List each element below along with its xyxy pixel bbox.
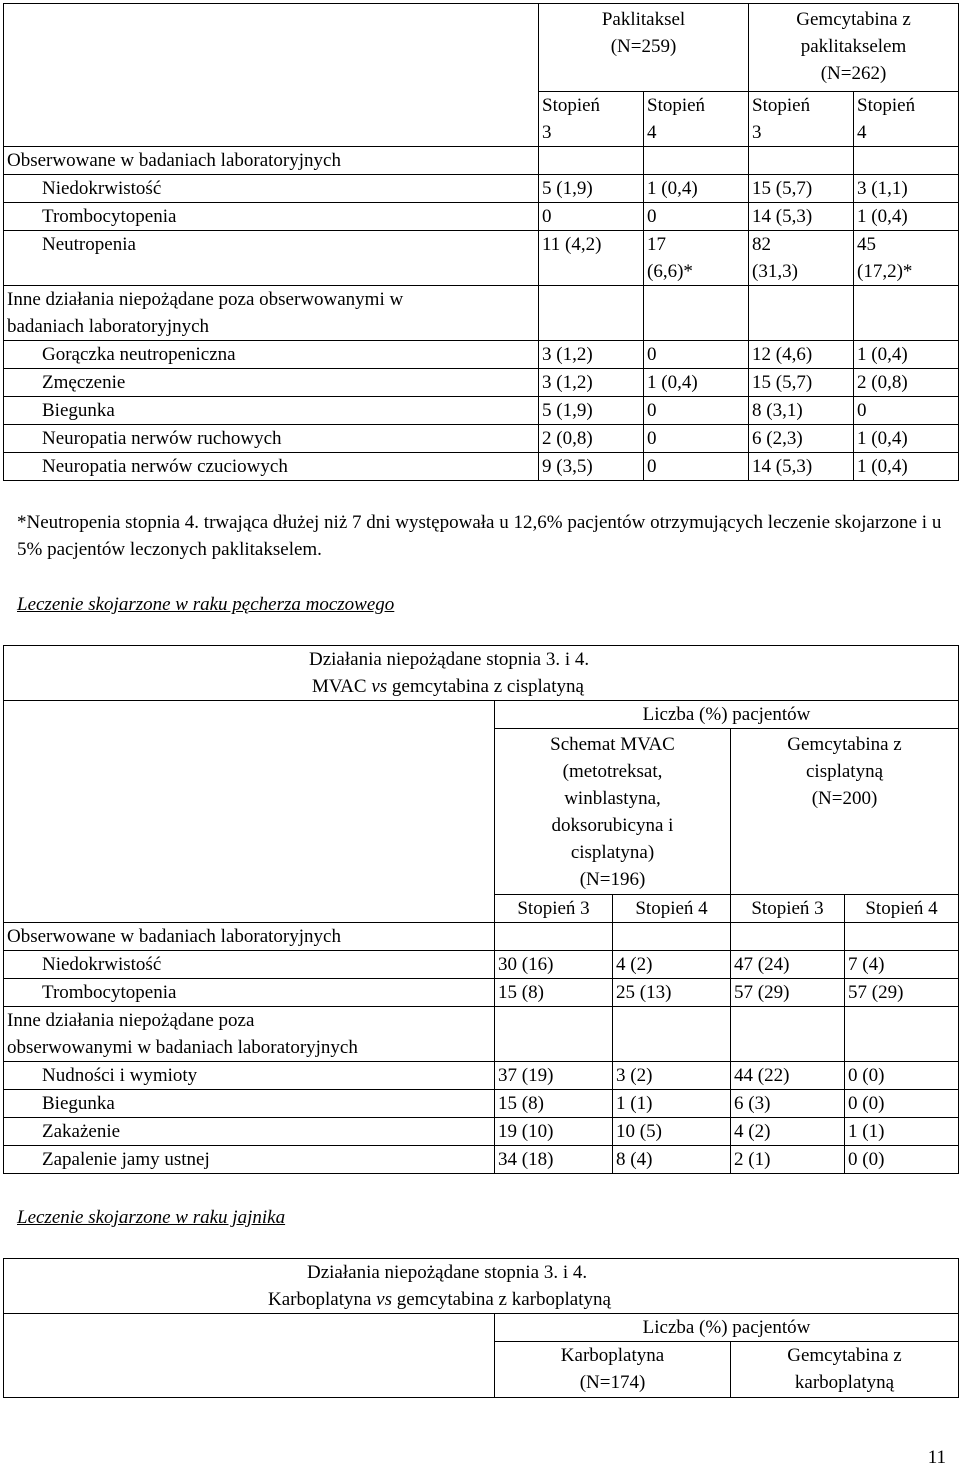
value-cell: 44 (22) <box>731 1062 845 1090</box>
value-cell: 8 (4) <box>613 1146 731 1174</box>
empty-cell <box>613 1007 731 1062</box>
value-cell: 4 (2) <box>613 951 731 979</box>
value-cell: 2 (0,8) <box>539 425 644 453</box>
title-line2 <box>309 673 955 700</box>
value-cell: 15 (5,7) <box>749 369 854 397</box>
row-label: Gorączka neutropeniczna <box>4 341 539 369</box>
empty-cell <box>854 286 959 341</box>
section-heading-ovary: Leczenie skojarzone w raku jajnika <box>17 1207 286 1228</box>
empty-cell <box>495 923 613 951</box>
header-empty-cell <box>4 92 539 147</box>
patients-count-header: Liczba (%) pacjentów <box>495 701 959 729</box>
value-cell: 6 (3) <box>731 1090 845 1118</box>
section-label: Obserwowane w badaniach laboratoryjnych <box>4 147 539 175</box>
empty-cell <box>644 147 749 175</box>
value-cell: 2 (1) <box>731 1146 845 1174</box>
value-cell: 14 (5,3) <box>749 203 854 231</box>
value-cell: 0 <box>644 203 749 231</box>
row-label: Trombocytopenia <box>4 203 539 231</box>
table-title <box>4 1259 959 1314</box>
group-header-paklitaksel: Paklitaksel (N=259) <box>539 4 749 92</box>
row-label: Zakażenie <box>4 1118 495 1146</box>
value-cell: 0 <box>644 341 749 369</box>
value-cell: 12 (4,6) <box>749 341 854 369</box>
table-row <box>4 453 959 481</box>
title-rest: gemcytabina z cisplatyną <box>391 676 584 697</box>
table-row <box>4 951 959 979</box>
value-cell: 1 (0,4) <box>854 425 959 453</box>
section-row <box>4 1007 959 1062</box>
row-label: Biegunka <box>4 397 539 425</box>
footnote: *Neutropenia stopnia 4. trwająca dłużej niż 7 dni występowała u 12,6% pacjentów otrzymujących leczenie skojarzone i u 5% pacjentów leczonych paklitakselem. <box>17 512 942 560</box>
value-cell: 57 (29) <box>845 979 959 1007</box>
value-cell: 6 (2,3) <box>749 425 854 453</box>
title-line2 <box>7 1286 955 1313</box>
table-title <box>4 646 959 701</box>
row-label: Trombocytopenia <box>4 979 495 1007</box>
row-label: Niedokrwistość <box>4 175 539 203</box>
row-label: Nudności i wymioty <box>4 1062 495 1090</box>
section-row <box>4 147 959 175</box>
value-cell: 0 <box>644 397 749 425</box>
group-header-gemcytabina-karboplatyna: Gemcytabina z karboplatyną <box>731 1342 959 1398</box>
value-cell: 1 (0,4) <box>644 175 749 203</box>
group-header-karboplatyna: Karboplatyna (N=174) <box>495 1342 731 1398</box>
title-vs: vs <box>376 1289 392 1310</box>
table-row <box>4 397 959 425</box>
table-row <box>4 1118 959 1146</box>
value-cell: 5 (1,9) <box>539 175 644 203</box>
grade-header: Stopień 4 <box>613 895 731 923</box>
section-label: Obserwowane w badaniach laboratoryjnych <box>4 923 495 951</box>
empty-cell <box>854 147 959 175</box>
value-cell: 19 (10) <box>495 1118 613 1146</box>
empty-cell <box>749 286 854 341</box>
value-cell: 3 (1,2) <box>539 341 644 369</box>
group-header-gemcytabina-paklitaksel: Gemcytabina z paklitakselem (N=262) <box>749 4 959 92</box>
value-cell: 7 (4) <box>845 951 959 979</box>
value-cell: 37 (19) <box>495 1062 613 1090</box>
row-label: Neuropatia nerwów czuciowych <box>4 453 539 481</box>
value-cell: 1 (0,4) <box>854 203 959 231</box>
grade-header: Stopień 3 <box>731 895 845 923</box>
grade-header: Stopień 4 <box>845 895 959 923</box>
row-label: Zapalenie jamy ustnej <box>4 1146 495 1174</box>
header-empty-cell <box>4 1314 495 1342</box>
empty-cell <box>749 147 854 175</box>
value-cell: 25 (13) <box>613 979 731 1007</box>
section-label: Inne działania niepożądane poza obserwowanymi w badaniach laboratoryjnych <box>4 1007 495 1062</box>
value-cell: 0 <box>854 397 959 425</box>
value-cell: 0 (0) <box>845 1146 959 1174</box>
grade-header: Stopień 3 <box>495 895 613 923</box>
table-row <box>4 369 959 397</box>
table-row <box>4 979 959 1007</box>
empty-cell <box>845 923 959 951</box>
value-cell: 15 (8) <box>495 979 613 1007</box>
table-mvac-gemcytabina-cisplatyna <box>3 645 959 1174</box>
value-cell: 1 (1) <box>613 1090 731 1118</box>
value-cell: 1 (1) <box>845 1118 959 1146</box>
value-cell: 4 (2) <box>731 1118 845 1146</box>
empty-cell <box>539 147 644 175</box>
empty-cell <box>644 286 749 341</box>
table-row <box>4 1090 959 1118</box>
table-row <box>4 175 959 203</box>
section-row <box>4 923 959 951</box>
table-row <box>4 425 959 453</box>
table-row <box>4 231 959 286</box>
value-cell: 15 (8) <box>495 1090 613 1118</box>
header-empty-cell <box>4 895 495 923</box>
value-cell: 82 (31,3) <box>749 231 854 286</box>
table-row <box>4 1062 959 1090</box>
value-cell: 0 (0) <box>845 1090 959 1118</box>
table-row <box>4 203 959 231</box>
section-heading-bladder: Leczenie skojarzone w raku pęcherza moczowego <box>17 594 395 615</box>
empty-cell <box>731 923 845 951</box>
row-label: Neutropenia <box>4 231 539 286</box>
value-cell: 9 (3,5) <box>539 453 644 481</box>
section-row <box>4 286 959 341</box>
table-row <box>4 1146 959 1174</box>
value-cell: 2 (0,8) <box>854 369 959 397</box>
value-cell: 8 (3,1) <box>749 397 854 425</box>
value-cell: 57 (29) <box>731 979 845 1007</box>
table-karboplatyna-gemcytabina <box>3 1258 959 1398</box>
empty-cell <box>845 1007 959 1062</box>
table-row <box>4 341 959 369</box>
value-cell: 0 <box>539 203 644 231</box>
value-cell: 11 (4,2) <box>539 231 644 286</box>
value-cell: 3 (2) <box>613 1062 731 1090</box>
value-cell: 1 (0,4) <box>854 341 959 369</box>
value-cell: 30 (16) <box>495 951 613 979</box>
header-empty-cell <box>4 729 495 895</box>
grade-header: Stopień 4 <box>854 92 959 147</box>
header-empty-cell <box>4 1342 495 1398</box>
grade-header: Stopień 4 <box>644 92 749 147</box>
title-line1: Działania niepożądane stopnia 3. i 4. <box>309 649 590 670</box>
group-header-mvac: Schemat MVAC (metotreksat, winblastyna, doksorubicyna i cisplatyna) (N=196) <box>495 729 731 895</box>
row-label: Biegunka <box>4 1090 495 1118</box>
row-label: Zmęczenie <box>4 369 539 397</box>
header-empty-cell <box>4 701 495 729</box>
value-cell: 15 (5,7) <box>749 175 854 203</box>
value-cell: 3 (1,2) <box>539 369 644 397</box>
page-number: 11 <box>927 1447 946 1468</box>
value-cell: 14 (5,3) <box>749 453 854 481</box>
empty-cell <box>731 1007 845 1062</box>
title-rest: gemcytabina z karboplatyną <box>396 1289 611 1310</box>
title-mvac: MVAC <box>312 676 367 697</box>
empty-cell <box>495 1007 613 1062</box>
value-cell: 10 (5) <box>613 1118 731 1146</box>
value-cell: 45 (17,2)* <box>854 231 959 286</box>
value-cell: 1 (0,4) <box>854 453 959 481</box>
value-cell: 34 (18) <box>495 1146 613 1174</box>
row-label: Neuropatia nerwów ruchowych <box>4 425 539 453</box>
value-cell: 1 (0,4) <box>644 369 749 397</box>
value-cell: 0 <box>644 425 749 453</box>
group-header-gemcytabina-cisplatyna: Gemcytabina z cisplatyną (N=200) <box>731 729 959 895</box>
value-cell: 17 (6,6)* <box>644 231 749 286</box>
value-cell: 0 <box>644 453 749 481</box>
patients-count-header: Liczba (%) pacjentów <box>495 1314 959 1342</box>
empty-cell <box>539 286 644 341</box>
grade-header: Stopień 3 <box>749 92 854 147</box>
title-line1: Działania niepożądane stopnia 3. i 4. <box>307 1262 588 1283</box>
value-cell: 47 (24) <box>731 951 845 979</box>
title-vs: vs <box>371 676 388 697</box>
header-empty-cell <box>4 4 539 92</box>
value-cell: 3 (1,1) <box>854 175 959 203</box>
grade-header: Stopień 3 <box>539 92 644 147</box>
value-cell: 0 (0) <box>845 1062 959 1090</box>
empty-cell <box>613 923 731 951</box>
row-label: Niedokrwistość <box>4 951 495 979</box>
title-karboplatyna: Karboplatyna <box>268 1289 372 1310</box>
section-label: Inne działania niepożądane poza obserwowanymi w badaniach laboratoryjnych <box>4 286 539 341</box>
table-gemcytabina-paklitaksel <box>3 3 959 481</box>
value-cell: 5 (1,9) <box>539 397 644 425</box>
